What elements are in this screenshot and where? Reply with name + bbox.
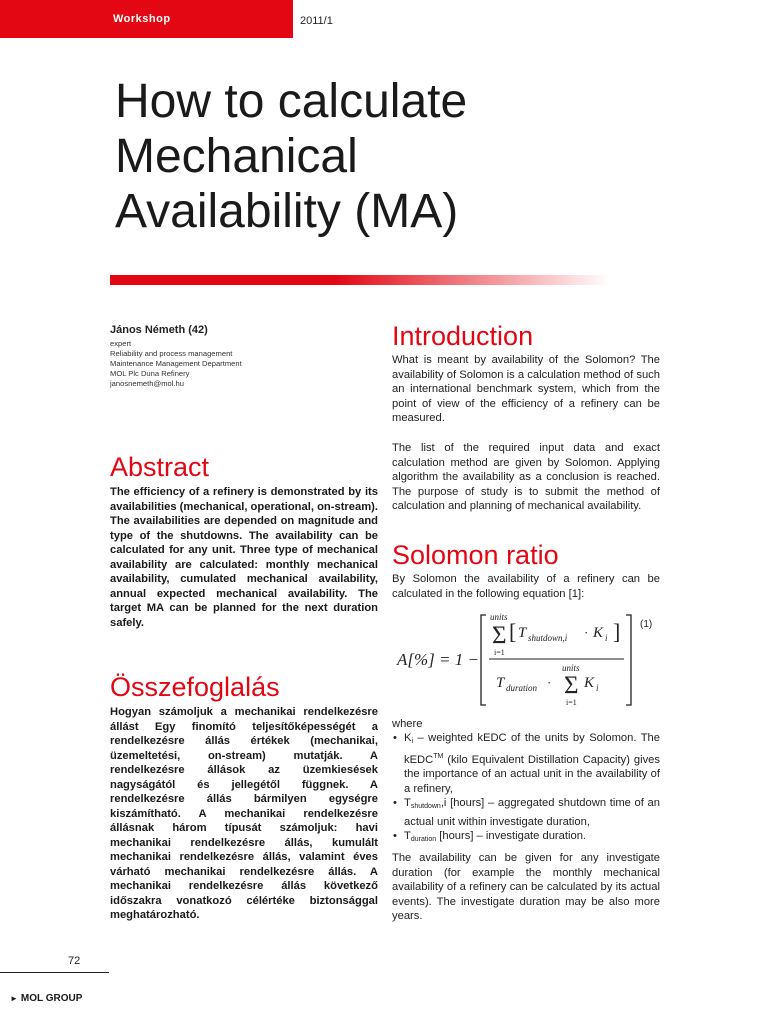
definition-k xyxy=(392,731,660,796)
author-email[interactable]: janosnemeth@mol.hu xyxy=(110,379,184,388)
footer-brand xyxy=(10,993,82,1004)
k-subscript: i xyxy=(411,738,414,745)
td-subscript: duration xyxy=(410,836,437,843)
introduction-heading: Introduction xyxy=(392,321,534,351)
formula-dot-2: · xyxy=(547,675,552,690)
formula-sum-lower-2: i=1 xyxy=(566,698,577,707)
definition-t-shutdown xyxy=(392,796,660,829)
variable-definitions xyxy=(392,731,660,848)
formula-sum-upper: units xyxy=(490,612,508,622)
ts-definition: ,i [hours] – aggregated shutdown time of an actual unit within investigate duration, xyxy=(404,797,660,828)
formula-dot-1: · xyxy=(584,625,589,640)
formula-sum-symbol: Σ xyxy=(492,622,507,649)
formula-bracket-open: [ xyxy=(509,619,517,644)
formula-t-shutdown: T xyxy=(518,625,527,641)
where-label: where xyxy=(392,718,423,730)
formula-sum-lower: i=1 xyxy=(494,648,505,657)
abstract-text: The efficiency of a refinery is demonstrated by its availabilities (mechanical, operational, on-stream). The availabilities are depended on magnitude and type of the shutdowns. The availability can be calculated for any unit. Three type of mechanical availability are calculated: monthly mechanical availability, cumulated mechanical availability, annual expected mechanical availability. The target MA can be planned for the next duration safely. xyxy=(110,486,378,629)
author-department: Maintenance Management Department xyxy=(110,359,242,368)
td-symbol: T xyxy=(404,830,411,842)
k-definition: – weighted kEDC of the units by Solomon. The kEDC xyxy=(404,732,660,766)
definition-t-duration xyxy=(392,829,660,848)
title-line-1: How to calculate xyxy=(115,75,468,128)
author-company: MOL Plc Duna Refinery xyxy=(110,369,190,378)
introduction-paragraph-1: What is meant by availability of the Solomon? The availability of Solomon is a calculation method of such an international benchmark system, which from the point of view of the efficiency of a refinery can be measured. xyxy=(392,354,660,424)
author-role: expert xyxy=(110,339,132,348)
formula-k-sub-2: i xyxy=(596,683,599,693)
title-divider xyxy=(110,275,610,285)
formula-t-duration-sub: duration xyxy=(506,683,538,693)
section-label: Workshop xyxy=(113,13,171,25)
k-symbol: K xyxy=(404,732,412,744)
formula-k-sub: i xyxy=(605,633,608,643)
availability-paragraph: The availability can be given for any investigate duration (for example the monthly mechanical availability of a refinery can be calculated by its actual events). The investigate duration may be also more years. xyxy=(392,852,660,922)
author-details xyxy=(110,339,378,389)
solomon-paragraph: By Solomon the availability of a refinery can be calculated in the following equation [1]: xyxy=(392,573,660,600)
triangle-arrow-icon: ► xyxy=(10,994,18,1003)
abstract-heading: Abstract xyxy=(110,452,210,482)
td-definition: [hours] – investigate duration. xyxy=(436,830,587,842)
availability-formula xyxy=(392,605,672,717)
formula-sum-upper-2: units xyxy=(562,663,580,673)
formula-lhs: A[%] = 1 − xyxy=(397,650,479,669)
k-definition-cont: (kilo Equivalent Distillation Capacity) gives the importance of an actual unit in the availability of a refinery, xyxy=(404,753,660,795)
ts-subscript: shutdown xyxy=(410,803,441,810)
trademark: TM xyxy=(433,752,444,760)
formula-t-duration: T xyxy=(496,675,505,691)
osszefoglalas-heading: Összefoglalás xyxy=(110,672,280,702)
formula-sum-symbol-2: Σ xyxy=(564,672,579,699)
formula-t-shutdown-sub: shutdown,i xyxy=(528,633,568,643)
author-name: János Németh (42) xyxy=(110,324,208,336)
footer-divider xyxy=(0,972,109,973)
author-unit: Reliability and process management xyxy=(110,349,233,358)
formula-k-2: K xyxy=(584,675,595,691)
introduction-paragraph-2: The list of the required input data and exact calculation method are given by Solomon. Applying algorithm the availability as a conclusion is reached. The purpose of study is to submit the method of calculation and planning of mechanical availability. xyxy=(392,442,660,512)
ts-symbol: T xyxy=(404,797,411,809)
title-line-2: Mechanical xyxy=(115,130,358,183)
title-line-3: Availability (MA) xyxy=(115,185,459,238)
formula-k: K xyxy=(593,625,604,641)
osszefoglalas-text: Hogyan számoljuk a mechanikai rendelkezésre állást Egy finomító teljesítőképességét a rendelkezésre állás értékek (mechanikai, üzemeltetési, on-stream) mutatják. A rendelkezésre állások az üzemkiesések nagyságától és jellegétől függnek. A rendelkezésre állás bármilyen egységre kiszámítható. A mechanikai rendelkezésre állásnak három típusát számoljuk: havi mechanikai rendelkezésre állás, kumulált mechanikai rendelkezésre állás, valamint éves várható mechanikai rendelkezésre állás. A mechanikai rendelkezésre állás következő időszakra vonatkozó célértéke biztonsággal meghatározható. xyxy=(110,706,378,921)
solomon-heading: Solomon ratio xyxy=(392,540,559,570)
article-title xyxy=(115,74,715,239)
formula-right-bracket xyxy=(626,615,631,705)
page-number: 72 xyxy=(68,955,81,967)
issue-number: 2011/1 xyxy=(300,15,333,27)
formula-bracket-close: ] xyxy=(613,619,621,644)
equation-number: (1) xyxy=(640,619,653,630)
formula-left-bracket xyxy=(481,615,486,705)
brand-name: MOL GROUP xyxy=(20,993,83,1004)
